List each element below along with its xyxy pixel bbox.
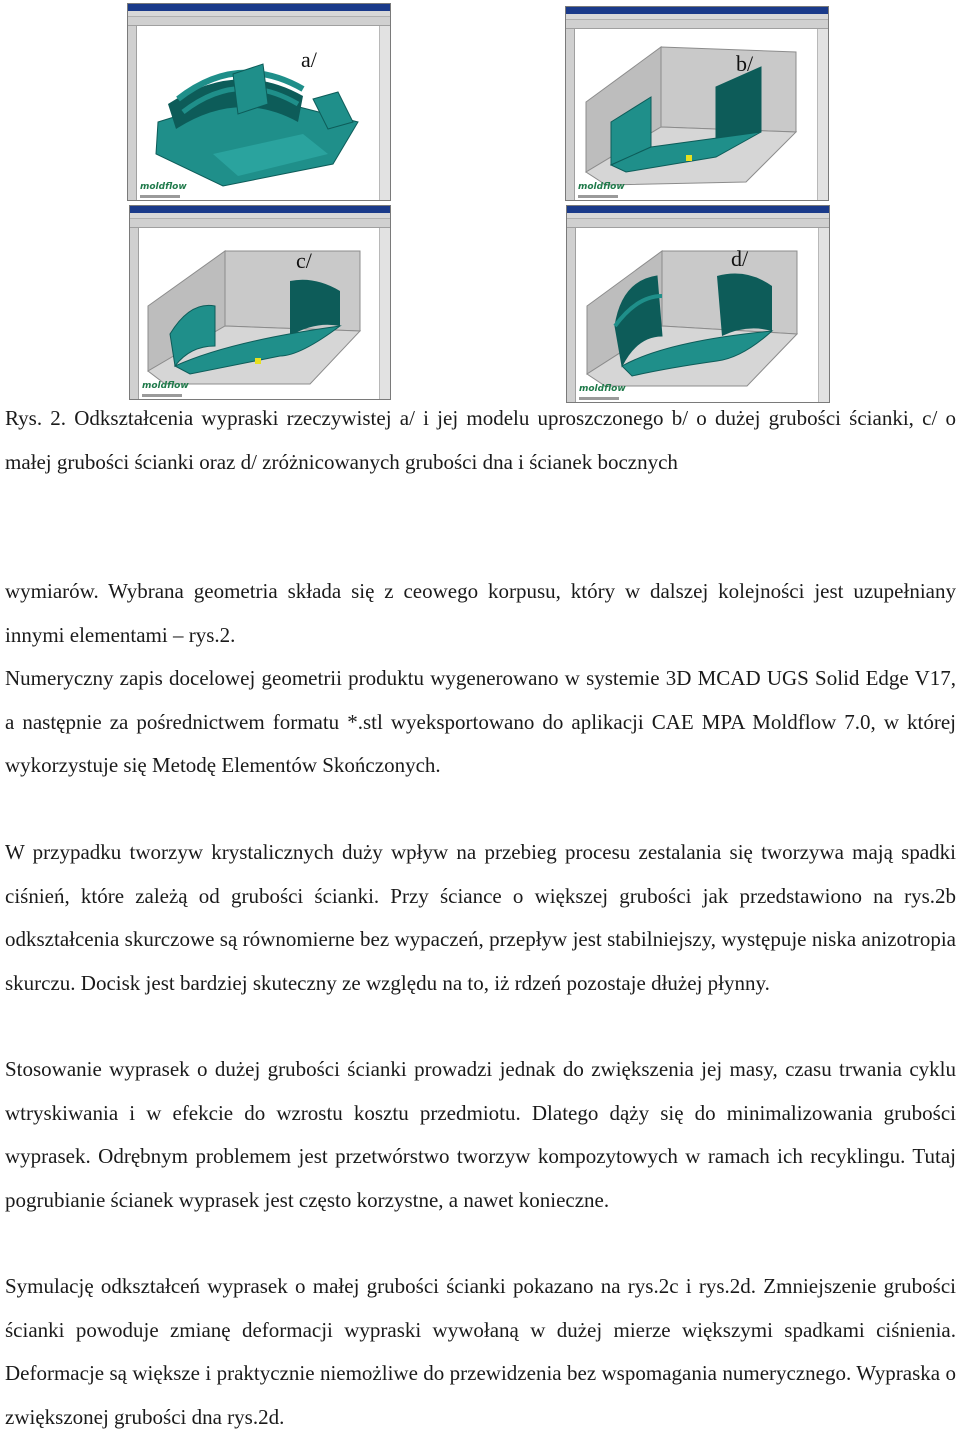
screenshot-panel-d [566, 205, 830, 403]
paragraph-1: wymiarów. Wybrana geometria składa się z ceowego korpusu, który w dalszej kolejności jest uzupełniany innymi elementami – rys.2. [5, 579, 956, 647]
panel-label-b: b/ [736, 51, 754, 76]
panel-label-c: c/ [296, 248, 312, 273]
deformed-part-model-a [128, 4, 390, 200]
moldflow-logo: moldflow [579, 384, 626, 394]
paragraph-4: Stosowanie wyprasek o dużej grubości ścianki prowadzi jednak do zwiększenia jej masy, czasu trwania cyklu wtryskiwania i w efekcie do wzrostu kosztu przedmiotu. Dlatego dąży się do minimalizowania grubości wyprasek. Odrębnym problemem jest przetwórstwo tworzyw kompozytowych w ramach ich recyklingu. Tutaj pogrubianie ścianek wyprasek jest często korzystne, a nawet konieczne. [5, 1057, 956, 1212]
moldflow-logo: moldflow [140, 182, 187, 192]
paragraph-3: W przypadku tworzyw krystalicznych duży wpływ na przebieg procesu zestalania się tworzywa mają spadki ciśnień, które zależą od grubości ścianki. Przy ściance o większej grubości jak przedstawiono na rys.2b odkształcenia skurczowe są równomierne bez wypaczeń, przepływ jest stabilniejszy, występuje niska anizotropia skurczu. Docisk jest bardziej skuteczny ze względu na to, iż rdzeń pozostaje dłużej płynny. [5, 840, 956, 995]
moldflow-logo: moldflow [142, 381, 189, 391]
figure-caption: Rys. 2. Odkształcenia wypraski rzeczywistej a/ i jej modelu uproszczonego b/ o dużej grubości ścianki, c/ o małej grubości ścianki oraz d/ zróżnicowanych grubości dna i ścianek bocznych [5, 406, 956, 474]
panel-label-a: a/ [301, 47, 317, 72]
deformed-part-model-d [567, 206, 829, 402]
logo-subtitle [578, 195, 618, 198]
deformed-part-model-b [566, 7, 828, 200]
figure-2 [0, 0, 960, 405]
screenshot-panel-a [127, 3, 391, 201]
deformed-part-model-c [130, 206, 390, 399]
logo-subtitle [140, 195, 180, 198]
screenshot-panel-c [129, 205, 391, 400]
moldflow-logo: moldflow [578, 182, 625, 192]
panel-label-d: d/ [731, 246, 749, 271]
paragraph-5: Symulację odkształceń wyprasek o małej grubości ścianki pokazano na rys.2c i rys.2d. Zmniejszenie grubości ścianki powoduje zmianę deformacji wypraski wywołaną w dużej mierze większymi spadkami ciśnienia. Deformacje są większe i praktycznie niemożliwe do przewidzenia bez wspomagania numerycznego. Wypraska o zwiększonej grubości dna rys.2d. [5, 1274, 956, 1429]
screenshot-panel-b [565, 6, 829, 201]
paragraph-2: Numeryczny zapis docelowej geometrii produktu wygenerowano w systemie 3D MCAD UGS Solid Edge V17, a następnie za pośrednictwem formatu *.stl wyeksportowano do aplikacji CAE MPA Moldflow 7.0, w której wykorzystuje się Metodę Elementów Skończonych. [5, 666, 956, 777]
